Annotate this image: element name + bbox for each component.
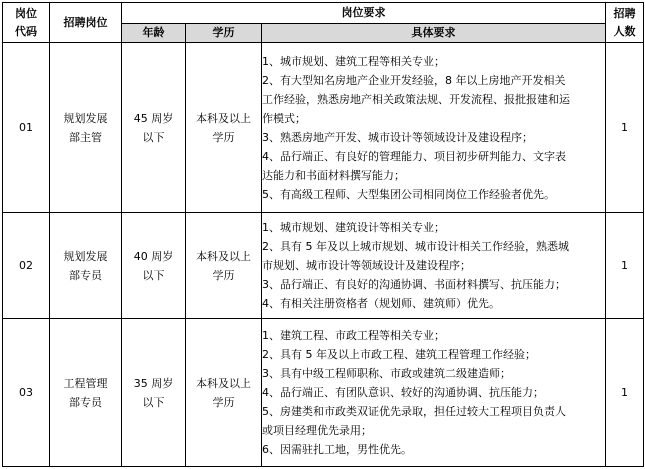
row-age: 35 周岁 以下 [122,319,186,467]
requirement-line: 3、具有中级工程师职称、市政或建筑二级建造师； [262,367,511,380]
row-count: 1 [606,213,644,319]
row-code: 01 [3,43,50,213]
requirement-line: 作模式； [262,111,306,125]
requirement-line: 1、建筑工程、市政工程等相关专业； [262,329,445,342]
recruitment-table [2,2,644,467]
table-row [3,319,644,467]
row-requirements [262,213,606,319]
requirement-line: 达能力和书面材料撰写能力； [262,168,405,182]
requirement-line: 或项目经理优先录用； [262,424,372,437]
row-education: 本科及以上 学历 [186,43,262,213]
header-position: 招聘岗位 [50,3,122,43]
requirement-line: 2、具有 5 年及以上市政工程、建筑工程管理工作经验； [262,348,536,361]
row-requirements [262,43,606,213]
requirement-line: 工作经验，熟悉房地产相关政策法规、开发流程、报批报建和运 [262,92,570,106]
row-count: 1 [606,319,644,467]
row-requirements [262,319,606,467]
row-education: 本科及以上 学历 [186,319,262,467]
row-code: 02 [3,213,50,319]
header-education: 学历 [186,24,262,43]
header-row [3,3,644,24]
table-row [3,213,644,319]
requirement-line: 2、有大型知名房地产企业开发经验，8 年以上房地产开发相关 [262,73,566,87]
row-age: 45 周岁 以下 [122,43,186,213]
requirement-line: 1、城市规划、建筑设计等相关专业； [262,221,445,234]
header-code: 岗位 代码 [3,3,50,43]
requirement-line: 4、有相关注册资格者（规划师、建筑师）优先。 [262,297,500,310]
row-position: 规划发展 部主管 [50,43,122,213]
row-position: 工程管理 部专员 [50,319,122,467]
requirement-line: 6、因需驻扎工地，男性优先。 [262,443,412,456]
requirement-line: 4、品行端正、有团队意识、较好的沟通协调、抗压能力； [262,386,544,399]
requirement-line: 4、品行端正、有良好的管理能力、项目初步研判能力、文字表 [262,149,566,163]
header-requirements: 岗位要求 [122,3,606,24]
requirement-line: 1、城市规划、建筑工程等相关专业； [262,54,445,68]
requirement-line: 3、品行端正、有良好的沟通协调、书面材料撰写、抗压能力； [262,278,566,291]
header-age: 年龄 [122,24,186,43]
requirement-line: 2、具有 5 年及以上城市规划、城市设计相关工作经验，熟悉城 [262,240,569,253]
header-count: 招聘 人数 [606,3,644,43]
requirement-line: 市规划、城市设计等领域设计及建设程序； [262,259,471,272]
table-row [3,43,644,213]
requirement-line: 5、有高级工程师、大型集团公司相同岗位工作经验者优先。 [262,187,555,201]
requirement-line: 5、房建类和市政类双证优先录取，担任过较大工程项目负责人 [262,405,566,418]
row-code: 03 [3,319,50,467]
requirement-line: 3、熟悉房地产开发、城市设计等领域设计及建设程序； [262,130,533,144]
row-position: 规划发展 部专员 [50,213,122,319]
row-education: 本科及以上 学历 [186,213,262,319]
row-age: 40 周岁 以下 [122,213,186,319]
row-count: 1 [606,43,644,213]
header-detail: 具体要求 [262,24,606,43]
